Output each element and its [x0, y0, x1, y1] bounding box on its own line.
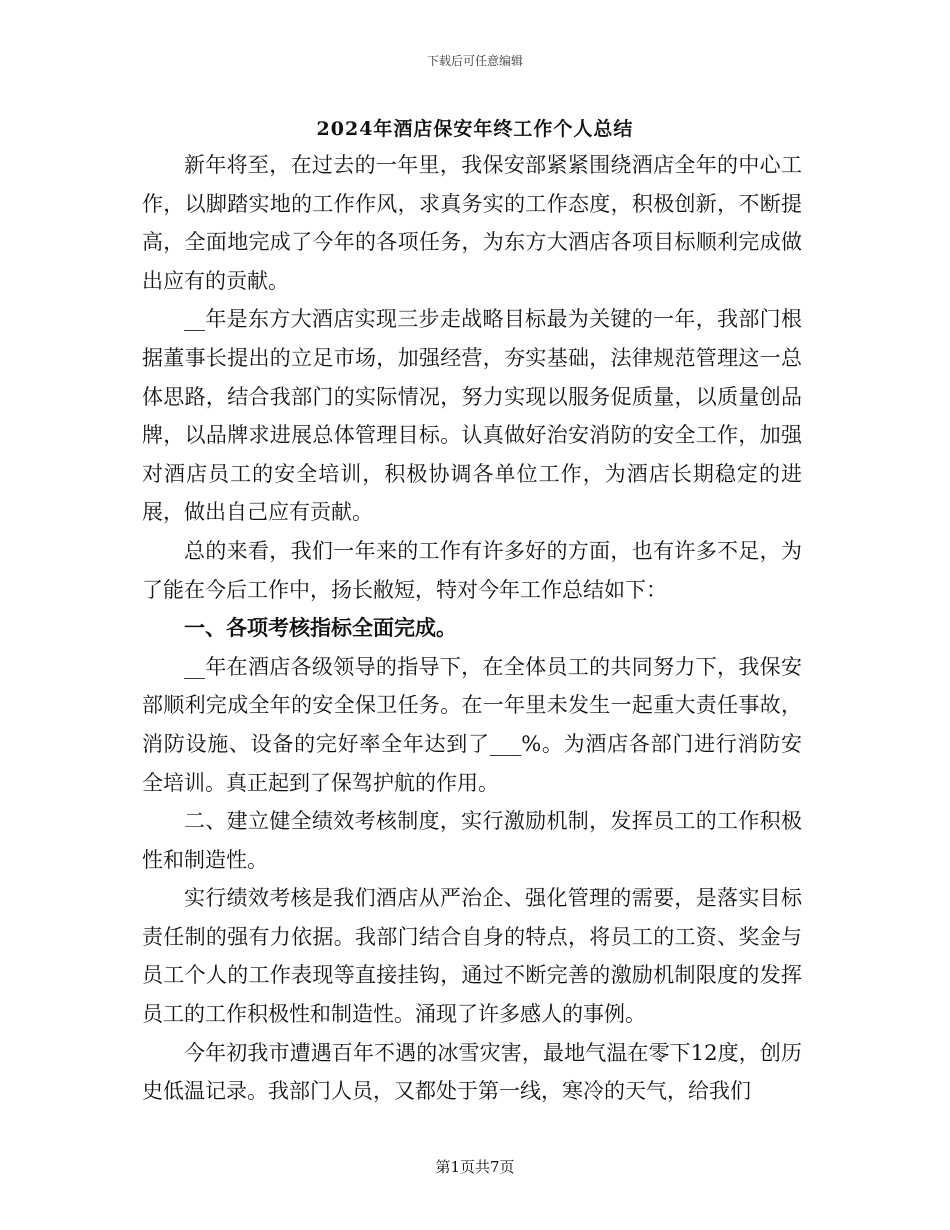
paragraph-section-1: __年在酒店各级领导的指导下，在全体员工的共同努力下，我保安部顺利完成全年的安全保卫任务。在一年里未发生一起重大责任事故，消防设施、设备的完好率全年达到了___%。为酒店各部门进行消防安全培训。真正起到了保驾护航的作用。	[142, 654, 802, 795]
page-footer: 第1页共7页	[435, 1158, 515, 1176]
paragraph-section-2: 实行绩效考核是我们酒店从严治企、强化管理的需要，是落实目标责任制的强有力依据。我部门结合自身的特点，将员工的工资、奖金与员工个人的工作表现等直接挂钩，通过不断完善的激励机制限度的发挥员工的工作积极性和制造性。涌现了许多感人的事例。	[142, 886, 802, 1027]
paragraph-strategy: __年是东方大酒店实现三步走战略目标最为关键的一年，我部门根据董事长提出的立足市场，加强经营，夯实基础，法律规范管理这一总体思路，结合我部门的实际情况，努力实现以服务促质量，以质量创品牌，以品牌求进展总体管理目标。认真做好治安消防的安全工作，加强对酒店员工的安全培训，积极协调各单位工作，为酒店长期稳定的进展，做出自己应有贡献。	[142, 307, 802, 525]
paragraph-snowstorm: 今年初我市遭遇百年不遇的冰雪灾害，最地气温在零下12度，创历史低温记录。我部门人员，又都处于第一线，寒冷的天气，给我们	[142, 1040, 802, 1104]
document-body	[142, 146, 802, 1111]
header-note: 下载后可任意编辑	[426, 54, 523, 68]
section-heading-1: 一、各项考核指标全面完成。	[184, 615, 457, 641]
paragraph-intro: 新年将至，在过去的一年里，我保安部紧紧围绕酒店全年的中心工作，以脚踏实地的工作作风，求真务实的工作态度，积极创新，不断提高，全面地完成了今年的各项任务，为东方大酒店各项目标顺利完成做出应有的贡献。	[142, 153, 802, 293]
paragraph-overview: 总的来看，我们一年来的工作有许多好的方面，也有许多不足，为了能在今后工作中，扬长敝短，特对今年工作总结如下：	[142, 538, 802, 602]
section-heading-2: 二、建立健全绩效考核制度，实行激励机制，发挥员工的工作积极性和制造性。	[142, 809, 802, 872]
document-title: 2024年酒店保安年终工作个人总结	[316, 118, 634, 140]
